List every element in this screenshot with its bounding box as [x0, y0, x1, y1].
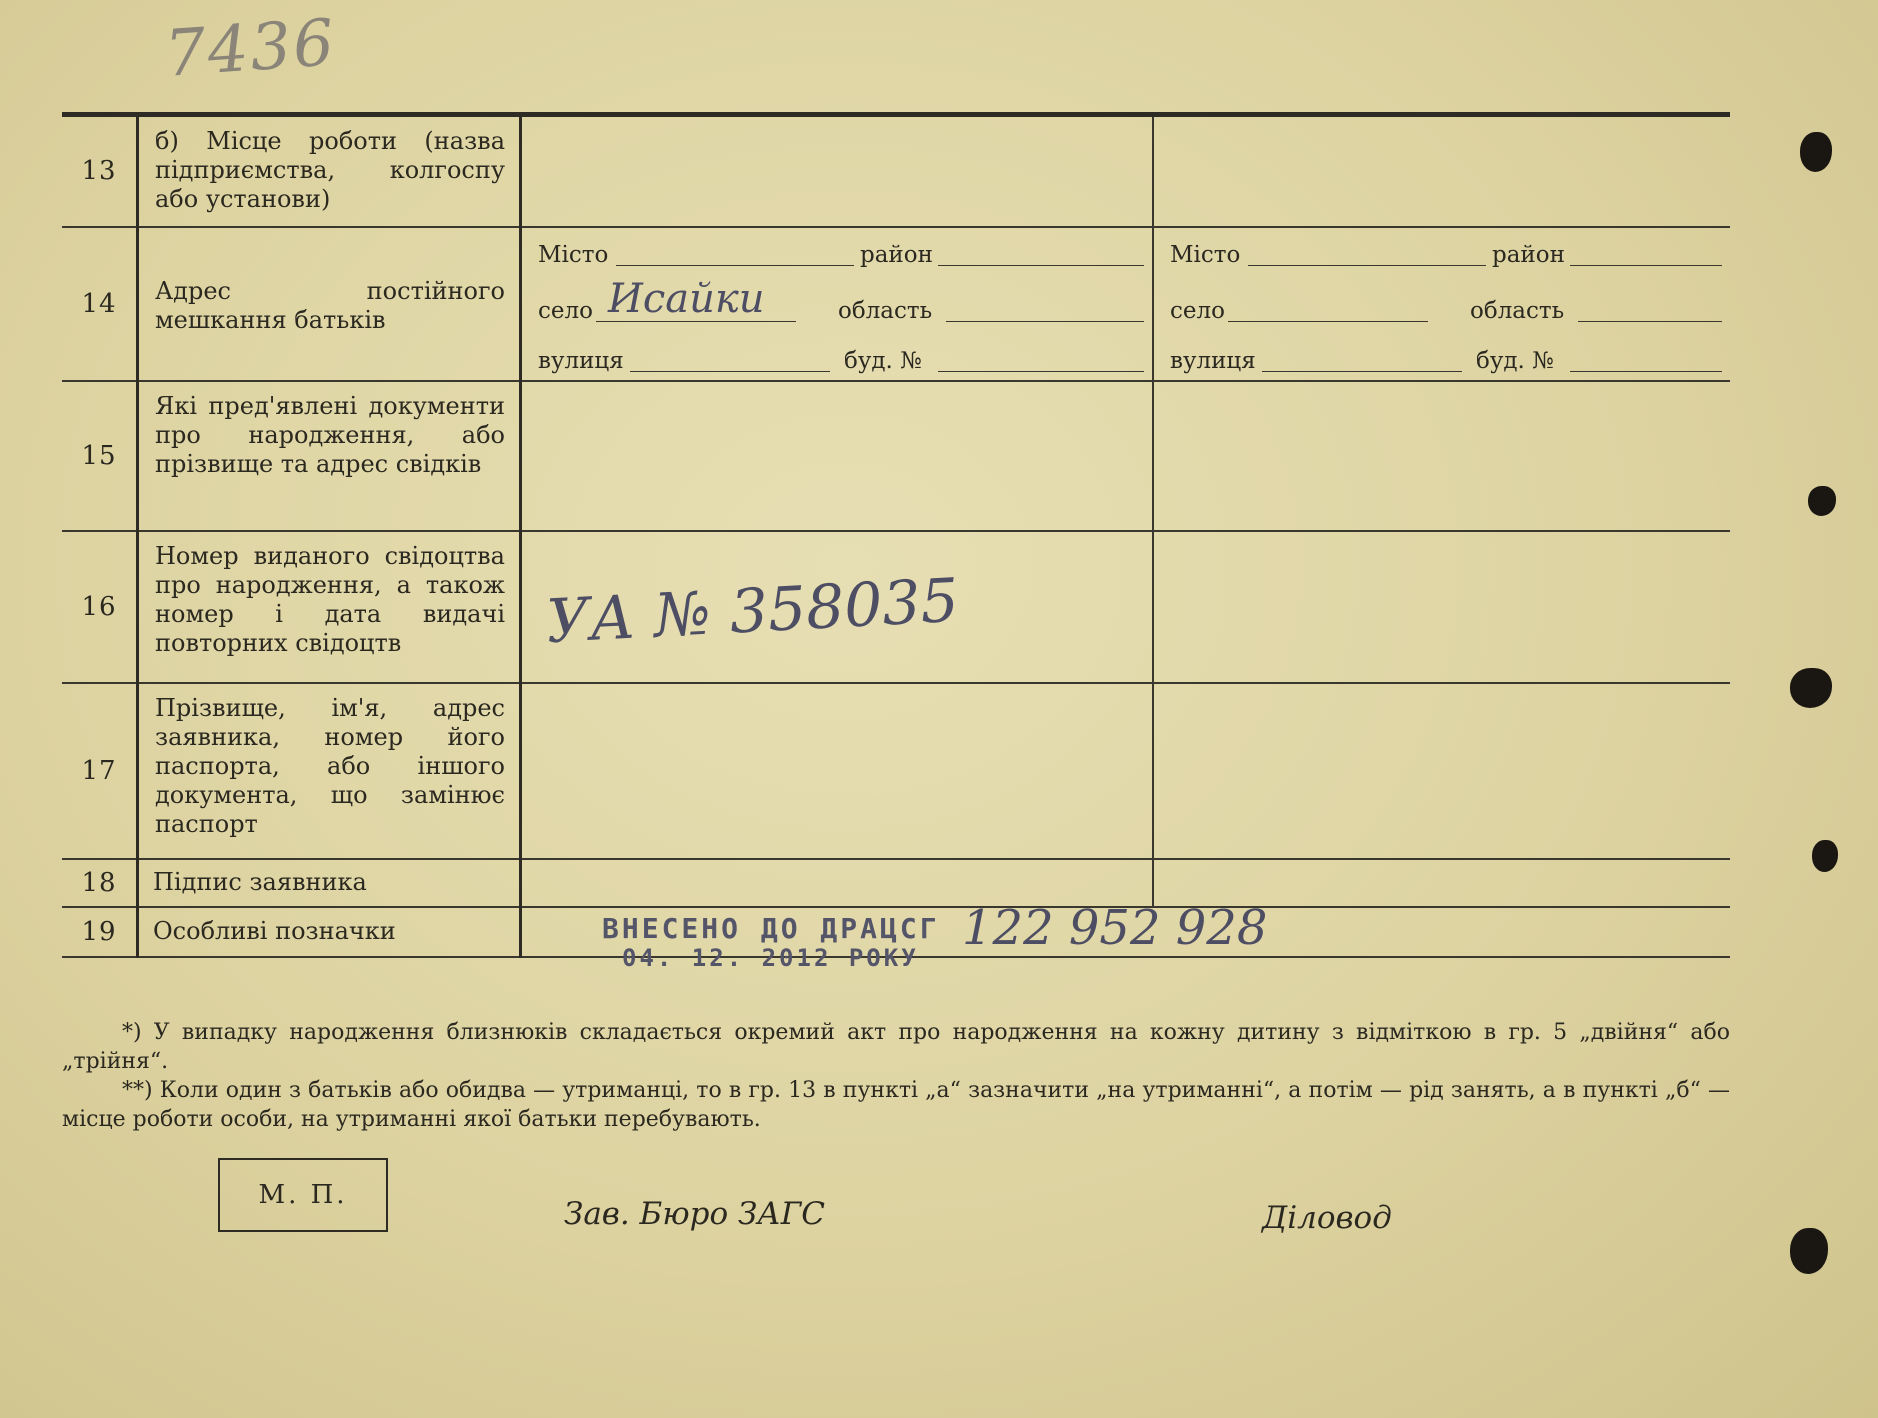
- signature-clerk-label: Діловод: [1262, 1200, 1392, 1236]
- label-district: район: [860, 241, 933, 268]
- field-city[interactable]: [1248, 265, 1486, 266]
- label-street: вулиця: [1170, 347, 1256, 374]
- seal-placeholder: М. П.: [218, 1158, 388, 1232]
- row-number: 17: [62, 683, 138, 859]
- address-parent-1: [521, 227, 1154, 381]
- punch-hole: [1808, 486, 1836, 516]
- field-region[interactable]: [946, 321, 1144, 322]
- field-street[interactable]: [630, 371, 830, 372]
- field-parent-2[interactable]: [1153, 381, 1730, 531]
- punch-hole: [1790, 1228, 1828, 1274]
- row-label: Прізвище, ім'я, адрес заявника, номер його паспорта, або іншого документа, що замінює паспорт: [138, 683, 521, 859]
- archive-number: 7436: [162, 6, 339, 92]
- row-number: 14: [62, 227, 138, 381]
- punch-hole: [1790, 668, 1832, 708]
- field-street[interactable]: [1262, 371, 1462, 372]
- form-row-19: [62, 907, 1730, 957]
- field-parent-2[interactable]: [1153, 115, 1730, 227]
- row-label: Номер виданого свідоцтва про народження, а також номер і дата видачі повторних свідоцтв: [138, 531, 521, 683]
- label-street: вулиця: [538, 347, 624, 374]
- punch-hole: [1812, 840, 1838, 872]
- footnote-twins: *) У випадку народження близнюків складається окремий акт про народження на кожну дитину з відміткою в гр. 5 „двійня“ або „трійня“.: [62, 1020, 1730, 1074]
- field-parent-2[interactable]: [1153, 683, 1730, 859]
- special-notes-field[interactable]: [521, 899, 1731, 972]
- row-label: Які пред'явлені документи про народження, або прізвище та адрес свідків: [138, 381, 521, 531]
- field-house[interactable]: [1570, 371, 1722, 372]
- label-city: Місто: [1170, 241, 1241, 268]
- form-row-14: [62, 227, 1730, 381]
- label-house: буд. №: [1476, 347, 1554, 374]
- registry-stamp-line2: 04. 12. 2012 РОКУ: [622, 943, 919, 972]
- row-number: 15: [62, 381, 138, 531]
- footnote-dependants: **) Коли один з батьків або обидва — утриманці, то в гр. 13 в пункті „а“ зазначити „на утриманні“, а потім — рід занять, а в пункті „б“ — місце роботи особи, на утриманні якої батьки перебувають.: [62, 1078, 1730, 1132]
- form-row-15: [62, 381, 1730, 531]
- field-city[interactable]: [616, 265, 854, 266]
- footnotes: [62, 1018, 1730, 1134]
- field-village[interactable]: [1228, 321, 1428, 322]
- label-village: село: [1170, 297, 1225, 324]
- field-district[interactable]: [1570, 265, 1722, 266]
- birth-record-form: [62, 112, 1730, 972]
- field-parent-1[interactable]: [521, 115, 1154, 227]
- row-label: Підпис заявника: [138, 859, 521, 907]
- field-parent-1[interactable]: [521, 381, 1154, 531]
- label-region: область: [838, 297, 933, 324]
- field-parent-2[interactable]: [1153, 531, 1730, 683]
- row-label: Особливі позначки: [138, 907, 521, 957]
- label-region: область: [1470, 297, 1565, 324]
- field-house[interactable]: [938, 371, 1144, 372]
- certificate-number-value: УА № 358035: [544, 565, 961, 657]
- form-row-13: [62, 115, 1730, 227]
- row-number: 19: [62, 907, 138, 957]
- punch-hole: [1800, 132, 1832, 172]
- field-district[interactable]: [938, 265, 1144, 266]
- form-row-17: [62, 683, 1730, 859]
- signature-head-label: Зав. Бюро ЗАГС: [564, 1196, 826, 1232]
- label-house: буд. №: [844, 347, 922, 374]
- form-row-18: [62, 859, 1730, 907]
- row-number: 16: [62, 531, 138, 683]
- registry-stamp-line1: ВНЕСЕНО ДО ДРАЦСГ: [602, 911, 940, 945]
- certificate-number-field[interactable]: [521, 531, 1154, 683]
- label-district: район: [1492, 241, 1565, 268]
- row-label: Адрес постійного мешкання батьків: [138, 227, 521, 381]
- row-number: 13: [62, 115, 138, 227]
- row-label: б) Місце роботи (назва підприємства, колгоспу або установи): [138, 115, 521, 227]
- label-city: Місто: [538, 241, 609, 268]
- row-number: 18: [62, 859, 138, 907]
- field-parent-1[interactable]: [521, 683, 1154, 859]
- field-region[interactable]: [1578, 321, 1722, 322]
- label-village: село: [538, 297, 593, 324]
- form-row-16: [62, 531, 1730, 683]
- village-value: Исайки: [608, 275, 765, 322]
- registry-number: 122 952 928: [962, 899, 1268, 956]
- address-parent-2: [1153, 227, 1730, 381]
